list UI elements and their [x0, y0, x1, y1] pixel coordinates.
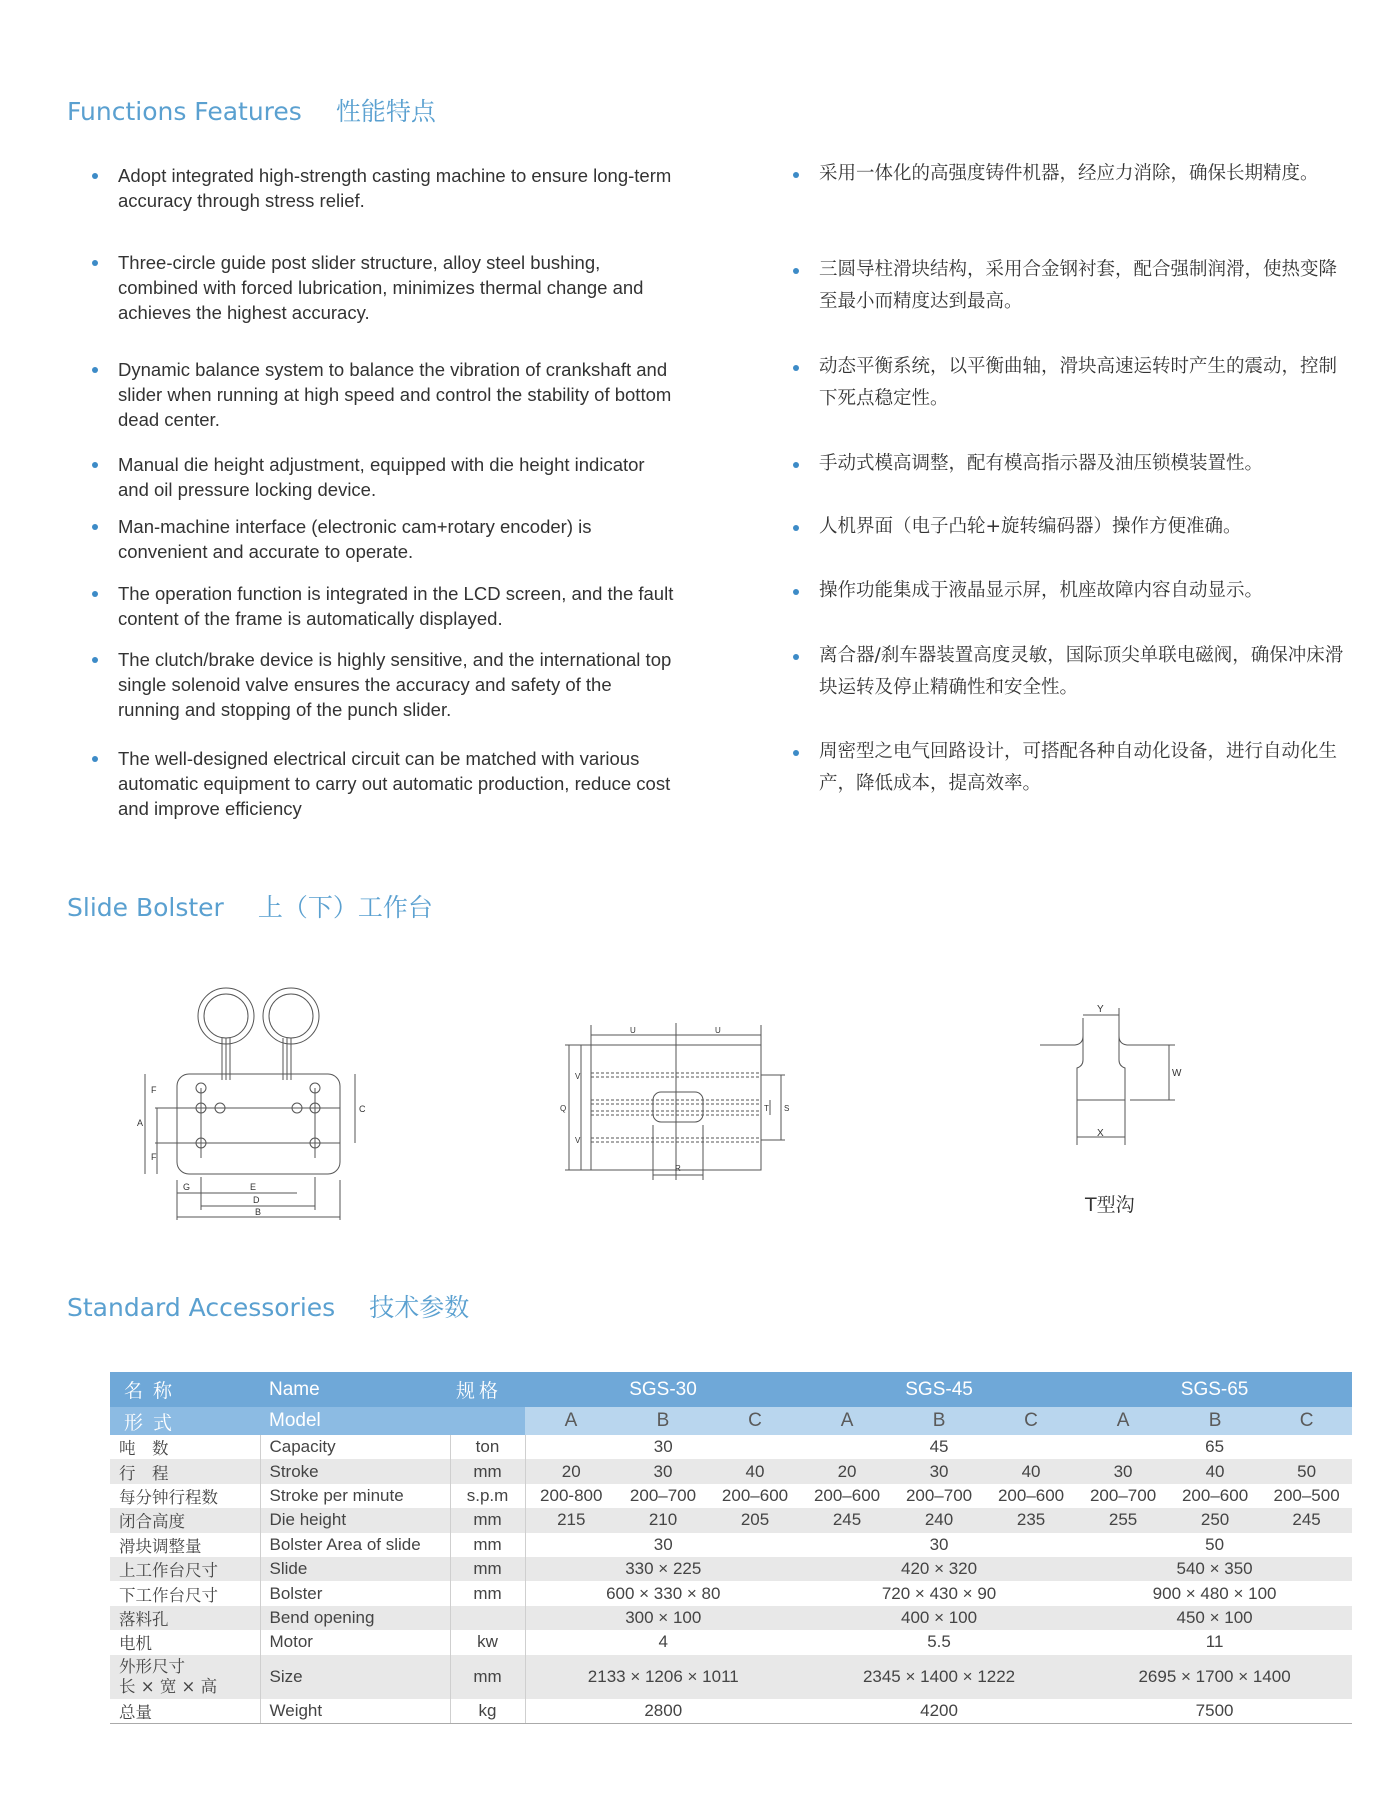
bullet-icon — [793, 750, 799, 756]
header-spec-blank — [450, 1407, 525, 1435]
row-label-cn: 上工作台尺寸 — [110, 1557, 260, 1581]
bolster-plan-diagram — [555, 1015, 825, 1190]
feature-zh-1: 采用一体化的高强度铸件机器，经应力消除，确保长期精度。 — [819, 158, 1349, 190]
header-model-en: Model — [260, 1407, 450, 1435]
dim-label-v-top: V — [575, 1072, 581, 1081]
table-cell: 30 — [653, 1534, 673, 1554]
table-subheader-row — [110, 1407, 1352, 1435]
table-cell: 30 — [1077, 1459, 1169, 1483]
table-cell: 240 — [893, 1508, 985, 1532]
bolster-top-view-diagram — [125, 980, 385, 1225]
table-cell: 30 — [653, 1437, 673, 1457]
table-cell: 20 — [801, 1459, 893, 1483]
dim-label-c: C — [359, 1104, 366, 1114]
header-model-1: SGS-30 — [525, 1372, 801, 1407]
variant-cell: A — [1077, 1407, 1169, 1435]
table-row — [110, 1630, 1352, 1654]
table-cell: 200-800 — [540, 1485, 603, 1505]
dim-label-g: G — [183, 1182, 191, 1192]
section-title-features: Functions Features 性能特点 — [67, 97, 436, 126]
feature-en-6: The operation function is integrated in the LCD screen, and the fault content of the frame is automatically displayed. — [118, 581, 678, 631]
row-unit: kg — [450, 1699, 525, 1724]
header-spec-cn: 规格 — [450, 1372, 525, 1407]
row-label-cn: 电机 — [110, 1630, 260, 1654]
bullet-icon — [793, 172, 799, 178]
variant-cell: B — [1169, 1407, 1261, 1435]
dim-label-s: S — [784, 1104, 790, 1113]
bullet-icon — [92, 591, 98, 597]
dim-label-u-left: U — [630, 1026, 636, 1035]
row-unit: mm — [450, 1533, 525, 1557]
variant-cell: A — [525, 1407, 617, 1435]
row-unit: mm — [450, 1459, 525, 1483]
table-cell: 200–600 — [813, 1485, 881, 1505]
header-name-cn: 名称 — [110, 1372, 260, 1407]
row-label-en: Slide — [260, 1557, 450, 1581]
table-row — [110, 1699, 1352, 1724]
table-cell: 300 × 100 — [525, 1606, 801, 1630]
table-cell: 4 — [658, 1632, 668, 1652]
table-cell: 40 — [709, 1459, 801, 1483]
table-cell: 420 × 320 — [801, 1557, 1077, 1581]
table-cell: 215 — [525, 1508, 617, 1532]
dim-label-x: X — [1097, 1128, 1104, 1139]
dim-label-w: W — [1172, 1068, 1182, 1079]
bullet-icon — [92, 260, 98, 266]
table-cell: 5.5 — [927, 1632, 951, 1652]
feature-zh-7: 离合器/刹车器装置高度灵敏，国际顶尖单联电磁阀，确保冲床滑块运转及停止精确性和安全性。 — [819, 640, 1349, 704]
table-row — [110, 1508, 1352, 1532]
bullet-icon — [92, 173, 98, 179]
table-cell: 245 — [801, 1508, 893, 1532]
feature-zh-6: 操作功能集成于液晶显示屏，机座故障内容自动显示。 — [819, 575, 1349, 607]
dim-label-e: E — [250, 1182, 257, 1192]
row-label-en: Die height — [260, 1508, 450, 1532]
table-header-row — [110, 1372, 1352, 1407]
table-cell: 200–600 — [721, 1485, 789, 1505]
row-unit — [450, 1606, 525, 1630]
header-model-cn: 形式 — [110, 1407, 260, 1435]
feature-en-7: The clutch/brake device is highly sensitive, and the international top single solenoid valve ensures the accuracy and safety of the running and stopping of the punch slider. — [118, 647, 678, 722]
table-cell: 720 × 430 × 90 — [881, 1583, 997, 1603]
table-row — [110, 1459, 1352, 1483]
row-unit: kw — [450, 1630, 525, 1654]
row-label-en: Size — [260, 1655, 450, 1699]
t-slot-section-diagram — [1035, 1000, 1215, 1160]
variant-cell: A — [801, 1407, 893, 1435]
bullet-icon — [793, 268, 799, 274]
bullet-icon — [92, 462, 98, 468]
row-label-en: Weight — [260, 1699, 450, 1724]
table-cell: 7500 — [1077, 1699, 1352, 1724]
variant-cell: C — [1261, 1407, 1352, 1435]
row-label-cn: 闭合高度 — [110, 1508, 260, 1532]
section-title-accessories: Standard Accessories 技术参数 — [67, 1293, 470, 1322]
row-label-en: Stroke — [260, 1459, 450, 1483]
table-cell: 330 × 225 — [525, 1557, 801, 1581]
row-label-cn — [110, 1655, 260, 1699]
table-cell: 40 — [985, 1459, 1077, 1483]
row-label-en: Capacity — [260, 1435, 450, 1459]
table-cell: 20 — [525, 1459, 617, 1483]
row-label-cn-line2: 长 × 宽 × 高 — [119, 1676, 218, 1696]
bullet-icon — [793, 525, 799, 531]
row-label-en: Motor — [260, 1630, 450, 1654]
table-cell: 200–700 — [629, 1485, 697, 1505]
table-cell: 2695 × 1700 × 1400 — [1077, 1655, 1352, 1699]
dim-label-u-right: U — [715, 1026, 721, 1035]
dim-label-t: T — [764, 1104, 769, 1113]
table-cell: 210 — [617, 1508, 709, 1532]
feature-zh-2: 三圆导柱滑块结构，采用合金钢衬套，配合强制润滑，使热变降至最小而精度达到最高。 — [819, 254, 1349, 318]
feature-en-2: Three-circle guide post slider structure, alloy steel bushing, combined with forced lubrication, minimizes thermal change and achieves the highest accuracy. — [118, 250, 678, 325]
variant-cell: B — [893, 1407, 985, 1435]
section-title-bolster: Slide Bolster 上（下）工作台 — [67, 893, 433, 922]
row-label-cn: 下工作台尺寸 — [110, 1581, 260, 1605]
table-row — [110, 1655, 1352, 1699]
table-cell: 30 — [893, 1459, 985, 1483]
table-cell: 50 — [1261, 1459, 1352, 1483]
table-cell: 245 — [1261, 1508, 1352, 1532]
table-cell: 45 — [929, 1437, 949, 1457]
dim-label-v-bottom: V — [575, 1136, 581, 1145]
feature-zh-8: 周密型之电气回路设计，可搭配各种自动化设备，进行自动化生产，降低成本，提高效率。 — [819, 736, 1349, 800]
table-cell: 200–500 — [1273, 1485, 1340, 1505]
table-cell: 255 — [1077, 1508, 1169, 1532]
feature-zh-5: 人机界面（电子凸轮+旋转编码器）操作方便准确。 — [819, 511, 1349, 543]
table-cell: 2133 × 1206 × 1011 — [525, 1655, 801, 1699]
dim-label-f-bottom: F — [151, 1152, 157, 1162]
bullet-icon — [793, 589, 799, 595]
table-cell: 250 — [1169, 1508, 1261, 1532]
table-cell: 2345 × 1400 × 1222 — [801, 1655, 1077, 1699]
table-cell: 540 × 350 — [1077, 1557, 1352, 1581]
dim-label-d: D — [253, 1195, 260, 1205]
dim-label-f-top: F — [151, 1085, 157, 1095]
variant-cell: B — [617, 1407, 709, 1435]
row-label-cn: 行 程 — [110, 1459, 260, 1483]
table-cell: 400 × 100 — [801, 1606, 1077, 1630]
row-label-cn: 落料孔 — [110, 1606, 260, 1630]
table-row — [110, 1557, 1352, 1581]
table-row — [110, 1435, 1352, 1459]
row-label-cn: 每分钟行程数 — [110, 1484, 260, 1508]
table-row — [110, 1484, 1352, 1508]
row-label-en: Bend opening — [260, 1606, 450, 1630]
feature-en-5: Man-machine interface (electronic cam+rotary encoder) is convenient and accurate to operate. — [118, 514, 678, 564]
row-unit: ton — [450, 1435, 525, 1459]
t-slot-caption: T型沟 — [1085, 1194, 1135, 1216]
table-cell: 200–600 — [1181, 1485, 1249, 1505]
feature-en-1: Adopt integrated high-strength casting machine to ensure long-term accuracy through stress relief. — [118, 163, 678, 213]
bullet-icon — [92, 524, 98, 530]
bullet-icon — [92, 756, 98, 762]
row-label-en: Bolster Area of slide — [260, 1533, 450, 1557]
table-row — [110, 1606, 1352, 1630]
dim-label-q: Q — [560, 1104, 567, 1113]
table-cell: 50 — [1205, 1534, 1225, 1554]
table-cell: 205 — [709, 1508, 801, 1532]
table-cell: 600 × 330 × 80 — [606, 1583, 721, 1603]
table-cell: 450 × 100 — [1077, 1606, 1352, 1630]
header-model-3: SGS-65 — [1077, 1372, 1352, 1407]
table-cell: 11 — [1205, 1632, 1224, 1652]
bullet-icon — [793, 462, 799, 468]
row-unit: mm — [450, 1581, 525, 1605]
row-label-en: Stroke per minute — [260, 1484, 450, 1508]
header-model-2: SGS-45 — [801, 1372, 1077, 1407]
table-cell: 30 — [617, 1459, 709, 1483]
dim-label-b: B — [255, 1207, 262, 1217]
bullet-icon — [793, 365, 799, 371]
dim-label-r: R — [675, 1164, 681, 1173]
table-cell: 4200 — [801, 1699, 1077, 1724]
table-cell: 40 — [1169, 1459, 1261, 1483]
dim-label-a: A — [137, 1118, 144, 1128]
variant-cell: C — [709, 1407, 801, 1435]
table-cell: 235 — [985, 1508, 1077, 1532]
bullet-icon — [92, 367, 98, 373]
row-unit: mm — [450, 1557, 525, 1581]
table-row — [110, 1581, 1352, 1605]
table-cell: 200–600 — [997, 1485, 1065, 1505]
row-label-cn: 总量 — [110, 1699, 260, 1724]
feature-zh-4: 手动式模高调整，配有模高指示器及油压锁模装置性。 — [819, 448, 1349, 480]
dim-label-y: Y — [1097, 1004, 1104, 1015]
feature-en-8: The well-designed electrical circuit can be matched with various automatic equipment to carry out automatic production, reduce cost and improve efficiency — [118, 746, 678, 821]
spec-table — [110, 1372, 1352, 1724]
table-cell: 65 — [1205, 1437, 1225, 1457]
feature-zh-3: 动态平衡系统，以平衡曲轴，滑块高速运转时产生的震动，控制下死点稳定性。 — [819, 351, 1349, 415]
bullet-icon — [92, 657, 98, 663]
row-label-en: Bolster — [260, 1581, 450, 1605]
variant-cell: C — [985, 1407, 1077, 1435]
row-label-cn: 吨 数 — [110, 1435, 260, 1459]
row-unit: mm — [450, 1508, 525, 1532]
table-cell: 900 × 480 × 100 — [1152, 1583, 1277, 1603]
table-cell: 30 — [929, 1534, 949, 1554]
table-cell: 200–700 — [905, 1485, 973, 1505]
row-unit: mm — [450, 1655, 525, 1699]
feature-en-4: Manual die height adjustment, equipped with die height indicator and oil pressure locking device. — [118, 452, 678, 502]
table-row — [110, 1533, 1352, 1557]
feature-en-3: Dynamic balance system to balance the vibration of crankshaft and slider when running at high speed and control the stability of bottom dead center. — [118, 357, 678, 432]
row-label-cn-line1: 外形尺寸 — [119, 1656, 185, 1676]
row-label-cn: 滑块调整量 — [110, 1533, 260, 1557]
header-name-en: Name — [260, 1372, 450, 1407]
table-cell: 200–700 — [1089, 1485, 1157, 1505]
bullet-icon — [793, 654, 799, 660]
row-unit: s.p.m — [450, 1484, 525, 1508]
table-cell: 2800 — [525, 1699, 801, 1724]
